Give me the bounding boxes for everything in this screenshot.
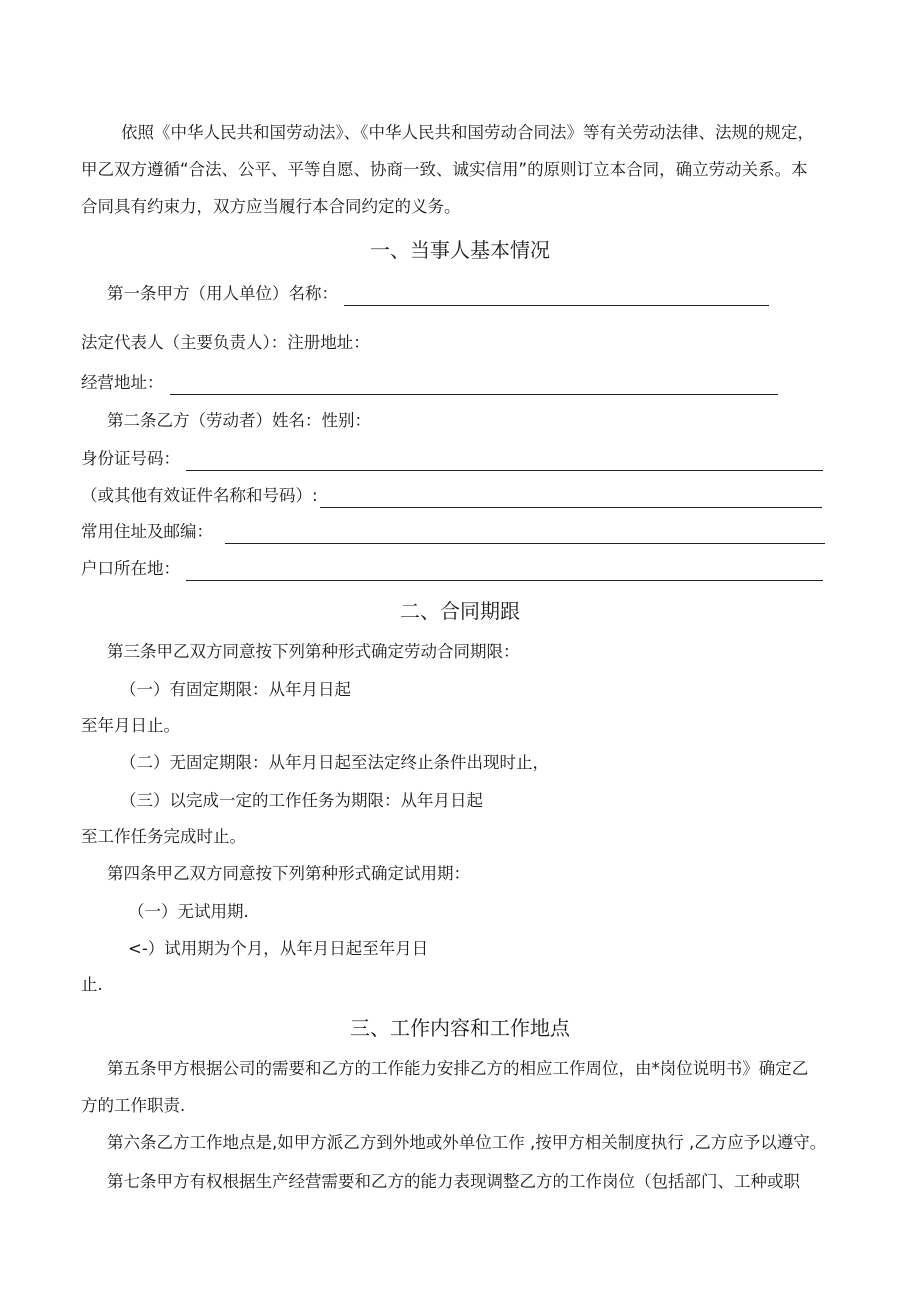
legal-rep-label: 法定代表人（主要负责人）：注册地址： <box>81 333 370 352</box>
article-5-line-2: 方的工作职责. <box>81 1096 186 1115</box>
party-a-name-label: 第一条甲方（用人单位）名称： <box>107 284 338 303</box>
term-option-3: （三）以完成一定的工作任务为期限：从年月日起 <box>120 791 483 810</box>
term-option-1: （一）有固定期限：从年月日起 <box>120 680 351 699</box>
party-a-name-blank <box>344 287 769 306</box>
residence-blank <box>225 525 825 544</box>
business-address-blank <box>170 376 778 395</box>
article-6: 第六条乙方工作地点是,如甲方派乙方到外地或外单位工作 ,按甲方相关制度执行 ,乙方应予以遵守。 <box>107 1133 827 1152</box>
intro-line-2: 甲乙双方遵循“合法、公平、平等自愿、协商一致、诚实信用”的原则订立本合同，确立劳动关系。本 <box>81 160 808 179</box>
section-heading-2: 二、合同期跟 <box>400 599 520 623</box>
other-id-label: （或其他有效证件名称和号码）: <box>81 486 318 505</box>
business-address-field <box>81 371 778 395</box>
residence-field <box>81 520 825 544</box>
other-id-blank <box>320 489 822 508</box>
id-number-blank <box>186 452 823 471</box>
article-7: 第七条甲方有权根据生产经营需要和乙方的能力表现调整乙方的工作岗位（包括部门、工种或职 <box>107 1172 800 1191</box>
id-number-label: 身份证号码： <box>81 449 180 468</box>
id-number-field <box>81 447 823 471</box>
party-a-name-field <box>107 282 769 306</box>
party-b-label: 第二条乙方（劳动者）姓名：性别： <box>107 411 371 430</box>
trial-option-2: <-）试用期为个月，从年月日起至年月日 <box>128 939 429 958</box>
residence-label: 常用住址及邮编： <box>81 522 213 541</box>
intro-line-3: 合同具有约束力，双方应当履行本合同约定的义务。 <box>81 197 461 216</box>
section-heading-3: 三、工作内容和工作地点 <box>350 1016 570 1040</box>
term-option-2: （二）无固定期限：从年月日起至法定终止条件出现时止， <box>120 753 549 772</box>
hukou-blank <box>186 562 823 581</box>
article-3: 第三条甲乙双方同意按下列第种形式确定劳动合同期限： <box>107 642 520 661</box>
article-5-line-1: 第五条甲方根据公司的需要和乙方的工作能力安排乙方的相应工作周位，由*岗位说明书》确定乙 <box>107 1059 809 1078</box>
other-id-field <box>81 484 822 508</box>
article-4: 第四条甲乙双方同意按下列第种形式确定试用期： <box>107 864 470 883</box>
trial-option-2-cont: 止. <box>81 975 103 994</box>
term-option-3-cont: 至工作任务完成时止。 <box>81 827 246 846</box>
term-option-1-cont: 至年月日止。 <box>81 716 180 735</box>
hukou-label: 户口所在地： <box>81 559 180 578</box>
hukou-field <box>81 557 823 581</box>
business-address-label: 经营地址： <box>81 373 164 392</box>
section-heading-1: 一、当事人基本情况 <box>370 238 550 262</box>
intro-line-1: 依照《中华人民共和国劳动法》、《中华人民共和国劳动合同法》等有关劳动法律、法规的规定， <box>121 123 814 142</box>
trial-option-1: （一）无试用期. <box>128 902 249 921</box>
